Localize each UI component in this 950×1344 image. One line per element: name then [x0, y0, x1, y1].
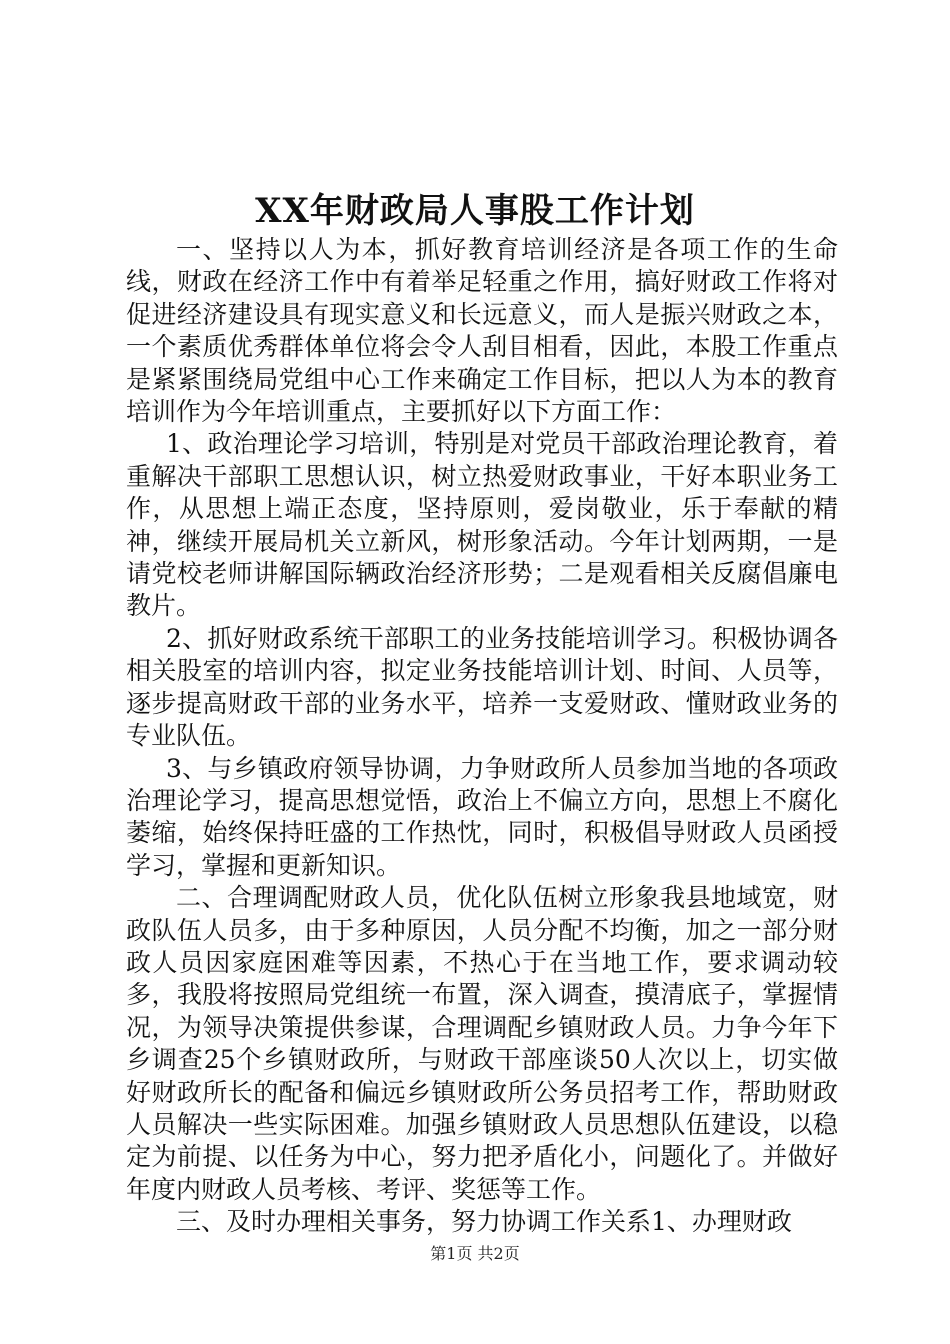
- paragraph-4: 3、与乡镇政府领导协调，力争财政所人员参加当地的各项政治理论学习，提高思想觉悟，政治上不偏立方向，思想上不腐化萎缩，始终保持旺盛的工作热忱，同时，积极倡导财政人员函授学习，掌握和更新知识。: [126, 753, 838, 880]
- document-title: XX年财政局人事股工作计划: [255, 191, 695, 231]
- paragraph-3: 2、抓好财政系统干部职工的业务技能培训学习。积极协调各相关股室的培训内容，拟定业务技能培训计划、时间、人员等，逐步提高财政干部的业务水平，培养一支爱财政、懂财政业务的专业队伍。: [126, 623, 838, 751]
- paragraph-2: 1、政治理论学习培训，特别是对党员干部政治理论教育，着重解决干部职工思想认识，树立热爱财政事业，干好本职业务工作，从思想上端正态度，坚持原则，爱岗敬业，乐于奉献的精神，继续开展局机关立新风，树形象活动。今年计划两期，一是请党校老师讲解国际辆政治经济形势；二是观看相关反腐倡廉电教片。: [126, 429, 838, 621]
- paragraph-5: 二、合理调配财政人员，优化队伍树立形象我县地域宽，财政队伍人员多，由于多种原因，人员分配不均衡，加之一部分财政人员因家庭困难等因素，不热心于在当地工作，要求调动较多，我股将按照局党组统一布置，深入调查，摸清底子，掌握情况，为领导决策提供参谋，合理调配乡镇财政人员。力争今年下乡调查25个乡镇财政所，与财政干部座谈50人次以上，切实做好财政所长的配备和偏远乡镇财政所公务员招考工作，帮助财政人员解决一些实际困难。加强乡镇财政人员思想队伍建设，以稳定为前提、以任务为中心，努力把矛盾化小，问题化了。并做好年度内财政人员考核、考评、奖惩等工作。: [126, 883, 838, 1204]
- document-body: [126, 234, 838, 1239]
- paragraph-1: 一、坚持以人为本，抓好教育培训经济是各项工作的生命线，财政在经济工作中有着举足轻重之作用，搞好财政工作将对促进经济建设具有现实意义和长远意义，而人是振兴财政之本，一个素质优秀群体单位将会令人刮目相看，因此，本股工作重点是紧紧围绕局党组中心工作来确定工作目标，把以人为本的教育培训作为今年培训重点，主要抓好以下方面工作：: [126, 235, 838, 427]
- page-footer: 第1页 共2页: [430, 1244, 520, 1263]
- paragraph-6: 三、及时办理相关事务，努力协调工作关系1、办理财政: [176, 1207, 792, 1237]
